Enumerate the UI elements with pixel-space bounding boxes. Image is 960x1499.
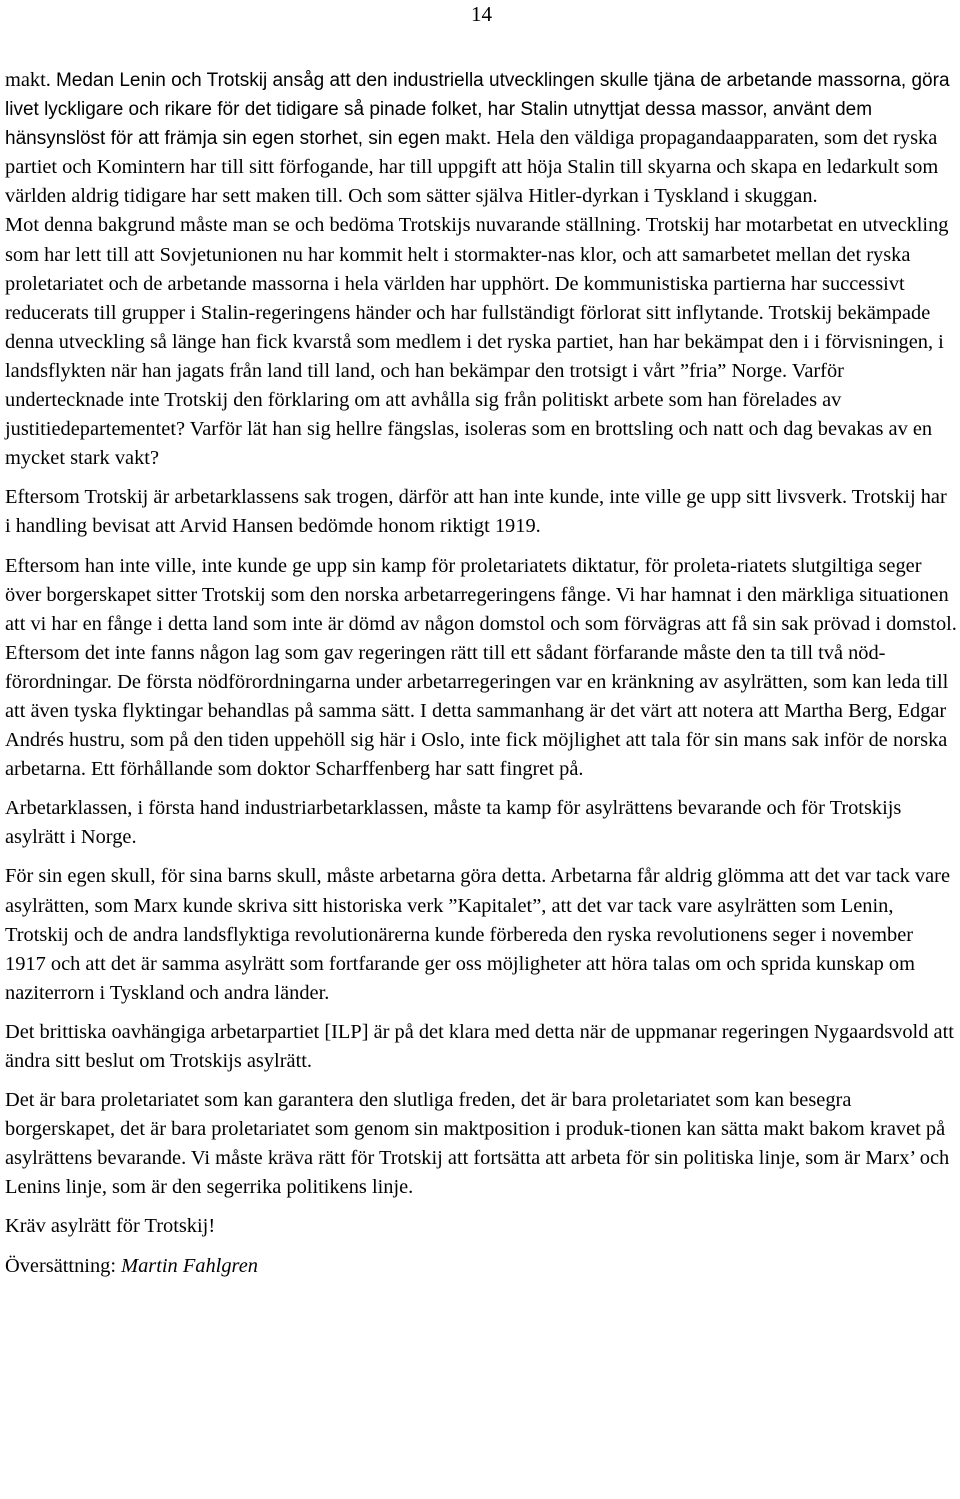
paragraph-9: Kräv asylrätt för Trotskij! [5,1215,216,1238]
paragraph-1-continuation: makt. Hela den väldiga propagandaapparaten, som det ryska partiet och Komintern har till sitt förfogande, har till uppgift att höja Stalin till skyarna och skapa en ledarkult som världen aldrig tidigare har sett maken till. Och som sätter själva Hitler-dyrkan i Tyskland i skuggan. [5,127,939,208]
paragraph-8: Det är bara proletariatet som kan garantera den slutliga freden, det är bara proletariatet som kan besegra borgerskapet, det är bara proletariatet som genom sin maktposition i produk-tionen kan sätta makt bakom kravet på asylrättens bevarande. Vi måste kräva rätt för Trotskij att fortsätta att arbeta för sin politiska linje, som är Marx’ och Lenins linje, som är den segerrika politikens linje. [5,1089,950,1199]
page-number: 14 [471,2,492,26]
translator-name: Martin Fahlgren [121,1254,258,1277]
document-body [5,66,957,1291]
translation-label: Översättning: [5,1254,122,1277]
paragraph-5: Arbetarklassen, i första hand industriarbetarklassen, måste ta kamp för asylrättens bevarande och för Trotskijs asylrätt i Norge. [5,797,902,849]
paragraph-2: Mot denna bakgrund måste man se och bedöma Trotskijs nuvarande ställning. Trotskij har motarbetat en utveckling som har lett till att Sovjetunionen nu har kommit helt i stormakter-nas klor, och att samarbetet mellan det ryska proletariatet och de arbetande massorna i hela världen har upphört. De kommunistiska partierna har successivt reducerats till grupper i Stalin-regeringens händer och har fullständigt förlorat sitt inflytande. Trotskij bekämpade denna utveckling så länge han fick kvarstå som medlem i det ryska partiet, han har bekämpat den i i förvisningen, i landsflykten när han jagats från land till land, och han bekämpar den trotsigt i vårt ”fria” Norge. Varför undertecknade inte Trotskij den förklaring om att avhålla sig från politiskt arbete som han förelades av justitiedepartementet? Varför lät han sig hellre fängslas, isoleras som en brottsling och natt och dag bevakas av en mycket stark vakt? [5,214,949,470]
paragraph-4: Eftersom han inte ville, inte kunde ge upp sin kamp för proletariatets diktatur, för proleta-riatets slutgiltiga seger över borgerskapet sitter Trotskij som den norska arbetarregeringens fånge. Vi har hamnat i den märkliga situationen att vi har en fånge i detta land som inte är dömd av någon domstol och som förvägras att få sin sak prövad i domstol. Eftersom det inte fanns någon lag som gav regeringen rätt till ett sådant förfarande måste den ta till två nöd-förordningar. De första nödförordningarna under arbetarregeringen var en kränkning av asylrätten, som kan leda till att även tyska flyktingar behandlas på samma sätt. I detta sammanhang är det värt att notera att Martha Berg, Edgar Andrés hustru, som på den tiden uppehöll sig här i Oslo, inte fick möjlighet att tala för sin mans sak inför de norska arbetarna. Ett förhållande som doktor Scharffenberg har satt fingret på. [5,554,957,781]
paragraph-3: Eftersom Trotskij är arbetarklassens sak trogen, därför att han inte kunde, inte ville ge upp sitt livsverk. Trotskij har i handling bevisat att Arvid Hansen bedömde honom riktigt 1919. [5,486,947,538]
paragraph-1-sans-run: Medan Lenin och Trotskij ansåg att den industriella utvecklingen skulle tjäna de arbetande massorna, göra livet lyckligare och rikare för det tidigare så pinade folket, har Stalin utnyttjat dessa massor, använt dem hänsynslöst för att främja sin egen storhet, sin egen [5,70,950,150]
paragraph-1 [5,66,957,211]
translation-credit [5,1252,957,1281]
paragraph-6: För sin egen skull, för sina barns skull, måste arbetarna göra detta. Arbetarna får aldrig glömma att det var tack vare asylrätten, som Marx kunde skriva sitt historiska verk ”Kapitalet”, att det var tack vare asylrätten som Lenin, Trotskij och de andra landsflyktiga revolutionärerna kunde förbereda den ryska revolutionens seger i november 1917 och att det är samma asylrätt som fortfarande ger oss möjligheter att höra talas om och sprida kunskap om naziterrorn i Tyskland och andra länder. [5,865,950,1004]
paragraph-7: Det brittiska oavhängiga arbetarpartiet [ILP] är på det klara med detta när de uppmanar regeringen Nygaardsvold att ändra sitt beslut om Trotskijs asylrätt. [5,1020,954,1072]
paragraph-1-lead: makt. [5,69,56,91]
